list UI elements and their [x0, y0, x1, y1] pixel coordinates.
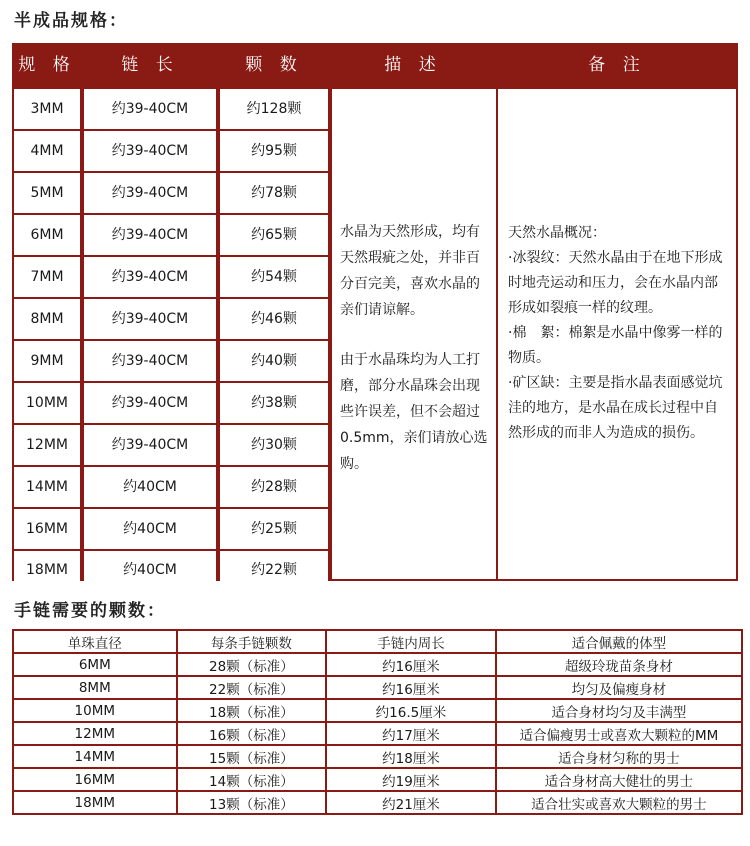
bead-diameter-cell: 12MM: [13, 722, 177, 745]
spec-count-cell: 约95颗: [220, 131, 328, 171]
header-size: 规 格: [18, 55, 76, 75]
section-title-bracelet: 手链需要的颗数：: [14, 601, 166, 621]
notes-line-4: ·矿区缺：主要是指水晶表面感觉坑洼的地方，是水晶在成长过程中自然形成的而非人为造成的损伤。: [508, 375, 723, 441]
spec-length-cell: 约39-40CM: [84, 89, 216, 129]
description-para-2: 由于水晶珠均为人工打磨，部分水晶珠会出现些许误差，但不会超过0.5mm，亲们请放心选购。: [340, 352, 488, 472]
spec-count-cell: 约28颗: [220, 467, 328, 507]
spec-size-cell: 8MM: [14, 299, 80, 339]
bead-diameter-cell: 8MM: [13, 676, 177, 699]
header-length: 链 长: [121, 55, 179, 75]
body-type-cell: 适合身材匀称的男士: [496, 745, 742, 768]
notes-line-3: ·棉 絮：棉絮是水晶中像雾一样的物质。: [508, 325, 723, 366]
header-body-type: 适合佩戴的体型: [496, 630, 742, 653]
header-count: 颗 数: [245, 55, 303, 75]
spec-length-cell: 约39-40CM: [84, 173, 216, 213]
bracelet-header-row: [13, 630, 742, 653]
bead-diameter-cell: 14MM: [13, 745, 177, 768]
description-cell: [332, 89, 496, 579]
spec-count-cell: 约25颗: [220, 509, 328, 549]
spec-size-cell: 4MM: [14, 131, 80, 171]
inner-circumference-cell: 约16.5厘米: [326, 699, 496, 722]
inner-circumference-cell: 约17厘米: [326, 722, 496, 745]
spec-count-cell: 约46颗: [220, 299, 328, 339]
spec-count-cell: 约38颗: [220, 383, 328, 423]
beads-count-cell: 22颗（标准）: [177, 676, 327, 699]
header-bead-diameter: 单珠直径: [13, 630, 177, 653]
beads-count-cell: 18颗（标准）: [177, 699, 327, 722]
body-type-cell: 适合身材高大健壮的男士: [496, 768, 742, 791]
bracelet-row: [13, 745, 742, 768]
notes-line-2: ·冰裂纹：天然水晶由于在地下形成时地壳运动和压力，会在水晶内部形成如裂痕一样的纹理。: [508, 250, 723, 316]
spec-size-cell: 16MM: [14, 509, 80, 549]
inner-circumference-cell: 约16厘米: [326, 676, 496, 699]
spec-count-cell: 约54颗: [220, 257, 328, 297]
description-para-1: 水晶为天然形成，均有天然瑕疵之处，并非百分百完美，喜欢水晶的亲们请谅解。: [340, 224, 480, 318]
body-type-cell: 均匀及偏瘦身材: [496, 676, 742, 699]
bracelet-row: [13, 722, 742, 745]
bracelet-row: [13, 699, 742, 722]
bracelet-row: [13, 676, 742, 699]
spec-size-cell: 7MM: [14, 257, 80, 297]
spec-size-cell: 3MM: [14, 89, 80, 129]
spec-count-cell: 约65颗: [220, 215, 328, 255]
inner-circumference-cell: 约21厘米: [326, 791, 496, 814]
beads-count-cell: 14颗（标准）: [177, 768, 327, 791]
spec-length-cell: 约39-40CM: [84, 341, 216, 381]
spec-length-cell: 约39-40CM: [84, 131, 216, 171]
spec-size-cell: 6MM: [14, 215, 80, 255]
bracelet-table: [12, 629, 743, 815]
spec-length-cell: 约39-40CM: [84, 215, 216, 255]
spec-size-cell: 18MM: [14, 551, 80, 589]
bracelet-row: [13, 791, 742, 814]
spec-length-cell: 约39-40CM: [84, 383, 216, 423]
beads-count-cell: 15颗（标准）: [177, 745, 327, 768]
header-description: 描 述: [384, 55, 442, 75]
spec-size-cell: 9MM: [14, 341, 80, 381]
spec-length-cell: 约40CM: [84, 467, 216, 507]
notes-line-1: 天然水晶概况：: [508, 225, 606, 241]
inner-circumference-cell: 约16厘米: [326, 653, 496, 676]
inner-circumference-cell: 约19厘米: [326, 768, 496, 791]
spec-length-cell: 约40CM: [84, 509, 216, 549]
spec-size-cell: 10MM: [14, 383, 80, 423]
bead-diameter-cell: 18MM: [13, 791, 177, 814]
bead-diameter-cell: 6MM: [13, 653, 177, 676]
spec-count-cell: 约22颗: [220, 551, 328, 589]
header-inner-circumference: 手链内周长: [326, 630, 496, 653]
bead-diameter-cell: 10MM: [13, 699, 177, 722]
beads-count-cell: 13颗（标准）: [177, 791, 327, 814]
header-beads-per-bracelet: 每条手链颗数: [177, 630, 327, 653]
spec-table: [12, 43, 738, 581]
body-type-cell: 适合身材均匀及丰满型: [496, 699, 742, 722]
body-type-cell: 适合偏瘦男士或喜欢大颗粒的MM: [496, 722, 742, 745]
bracelet-row: [13, 653, 742, 676]
spec-length-cell: 约39-40CM: [84, 299, 216, 339]
spec-count-cell: 约78颗: [220, 173, 328, 213]
notes-cell: [498, 89, 736, 579]
beads-count-cell: 16颗（标准）: [177, 722, 327, 745]
inner-circumference-cell: 约18厘米: [326, 745, 496, 768]
bracelet-row: [13, 768, 742, 791]
section-title-spec: 半成品规格：: [14, 11, 128, 31]
spec-length-cell: 约39-40CM: [84, 257, 216, 297]
body-type-cell: 超级玲珑苗条身材: [496, 653, 742, 676]
spec-length-cell: 约40CM: [84, 551, 216, 589]
spec-size-cell: 14MM: [14, 467, 80, 507]
header-notes: 备 注: [588, 55, 646, 75]
bead-diameter-cell: 16MM: [13, 768, 177, 791]
body-type-cell: 适合壮实或喜欢大颗粒的男士: [496, 791, 742, 814]
spec-count-cell: 约40颗: [220, 341, 328, 381]
spec-count-cell: 约30颗: [220, 425, 328, 465]
spec-size-cell: 5MM: [14, 173, 80, 213]
spec-size-cell: 12MM: [14, 425, 80, 465]
spec-length-cell: 约39-40CM: [84, 425, 216, 465]
spec-table-header: [12, 43, 738, 87]
spec-count-cell: 约128颗: [220, 89, 328, 129]
beads-count-cell: 28颗（标准）: [177, 653, 327, 676]
